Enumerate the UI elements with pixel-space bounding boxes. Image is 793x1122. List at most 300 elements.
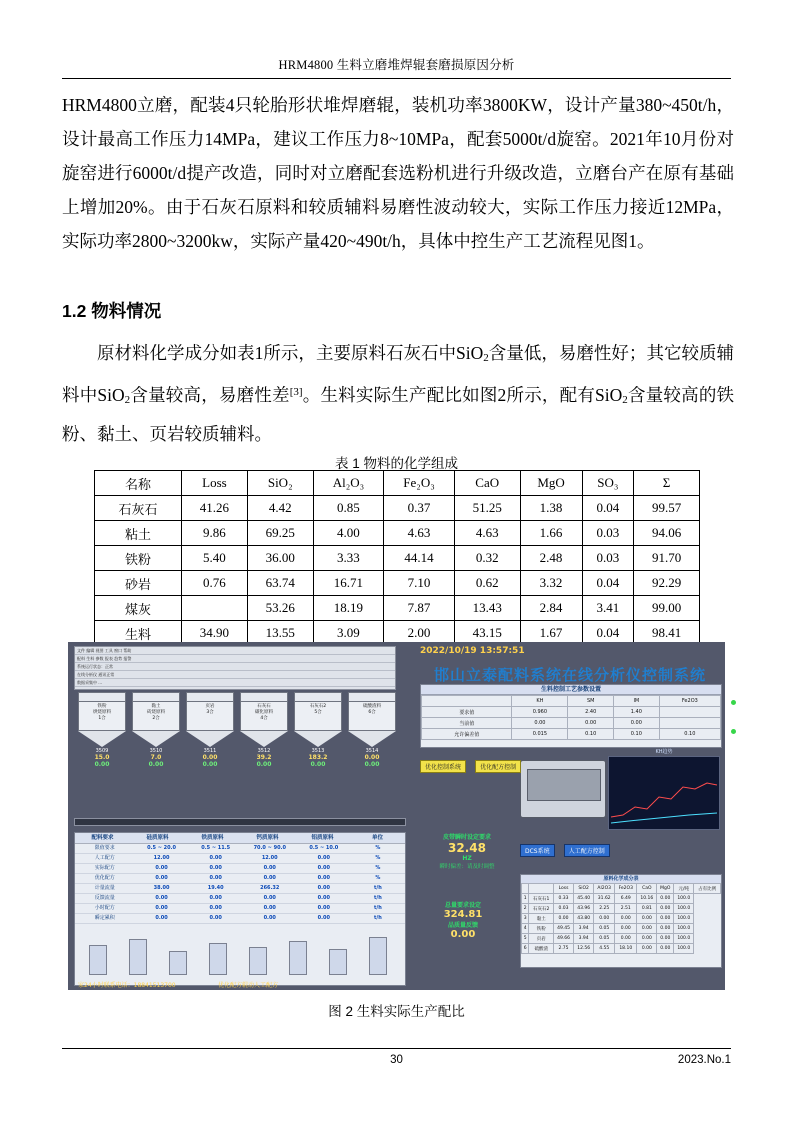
param-row <box>422 707 721 718</box>
table-cell: 69.25 <box>247 521 313 546</box>
recipe-row-label: 实际配方 <box>94 865 115 871</box>
quality-value: 0.00 <box>450 929 476 940</box>
analysis-cell: 0.00 <box>657 934 674 944</box>
table-cell: 煤灰 <box>95 596 182 621</box>
silo-group <box>74 692 404 822</box>
dcs-mode-label: DCS系统 <box>728 684 741 700</box>
analysis-cell: 0.00 <box>637 944 657 954</box>
menu-row[interactable]: 数据采集中 ... <box>75 679 395 687</box>
recipe-row[interactable] <box>75 874 405 884</box>
p2-part-a: 原材料化学成分如表1所示，主要原料石灰石中SiO <box>97 343 484 363</box>
param-table <box>421 695 721 740</box>
analysis-cell: 6 <box>522 944 529 954</box>
table-cell: 3.41 <box>582 596 634 621</box>
param-col: IM <box>614 696 660 707</box>
figure-caption: 图 2 生料实际生产配比 <box>328 1004 465 1019</box>
recipe-cell: 12.00 <box>261 855 278 861</box>
analysis-cell: 3 <box>522 914 529 924</box>
param-cell: 0.960 <box>512 707 568 718</box>
silo-code: 3509 <box>95 748 109 754</box>
optimize-recipe-check[interactable] <box>728 762 741 780</box>
table-cell: 4.63 <box>384 521 455 546</box>
issue-label: 2023.No.1 <box>677 1054 731 1066</box>
hmi-screen <box>68 642 741 990</box>
param-cell: 0.00 <box>512 718 568 729</box>
analysis-cell: 18.10 <box>615 944 637 954</box>
optimize-control-check[interactable] <box>728 740 741 758</box>
table-cell: 0.37 <box>384 496 455 521</box>
recipe-row-label: 优化配方 <box>94 875 115 881</box>
analysis-row <box>522 924 721 934</box>
table-cell: 0.03 <box>582 546 634 571</box>
recipe-row[interactable] <box>75 904 405 914</box>
analysis-cell: 0.00 <box>637 914 657 924</box>
analysis-cell: 100.0 <box>674 944 694 954</box>
recipe-cell: 0.00 <box>263 895 276 901</box>
analysis-cell: 0.00 <box>657 894 674 904</box>
recipe-row-label: 反馈流量 <box>94 895 115 901</box>
table-cell: 粘土 <box>95 521 182 546</box>
silo-value-set: 183.2 <box>308 754 328 761</box>
analysis-cell: 0.00 <box>657 904 674 914</box>
table-cell: 51.25 <box>454 496 520 521</box>
param-col: Fe2O3 <box>659 696 720 707</box>
recipe-cell: 70.0 ~ 90.0 <box>253 845 286 851</box>
table-cell: 9.86 <box>182 521 248 546</box>
silo-funnel <box>186 731 234 747</box>
hmi-menu-grid[interactable] <box>74 646 396 690</box>
support-phone: 家24小时联系电话：18841513700 <box>78 982 176 989</box>
manual-mode-check[interactable] <box>728 711 741 736</box>
recipe-row[interactable] <box>75 894 405 904</box>
level-bar-8 <box>369 937 387 975</box>
analysis-cell: 100.0 <box>674 894 694 904</box>
recipe-cell: 0.00 <box>317 855 331 861</box>
recipe-cell: 0.00 <box>209 865 222 871</box>
recipe-cell: % <box>375 875 381 881</box>
table-cell: 16.71 <box>313 571 384 596</box>
silo-value-set: 39.2 <box>256 754 272 761</box>
table-cell: 91.70 <box>634 546 700 571</box>
recipe-cell: 19.40 <box>207 885 224 891</box>
recipe-cell: 0.00 <box>209 875 222 881</box>
silo-funnel <box>132 731 180 747</box>
dcs-mode-check[interactable] <box>728 684 741 707</box>
analysis-title: 原料化学成分表 <box>521 875 721 883</box>
analysis-cell: 0.00 <box>637 934 657 944</box>
table-cell: 53.26 <box>247 596 313 621</box>
table-header-row <box>95 471 700 496</box>
recipe-cell: 0.00 <box>155 905 168 911</box>
recipe-col: 配料要求 <box>91 835 114 841</box>
kh-trend-chart <box>608 756 720 830</box>
table-cell: 铁粉 <box>95 546 182 571</box>
silo-value-actual: 0.00 <box>94 761 110 768</box>
mode-select-group[interactable] <box>728 684 741 784</box>
p2-part-b: 含量低，易磨性好；其它较质辅料中SiO <box>62 343 735 405</box>
silo-5[interactable] <box>294 692 342 768</box>
analysis-cell: 铁粉 <box>529 924 554 934</box>
analysis-cell: 10.16 <box>637 894 657 904</box>
analysis-cell: 2 <box>522 904 529 914</box>
param-header-row <box>422 696 721 707</box>
analysis-col: MgO <box>657 884 674 894</box>
section-heading: 1.2 物料情况 <box>62 301 162 321</box>
table-cell: 41.26 <box>182 496 248 521</box>
table-cell: 63.74 <box>247 571 313 596</box>
analysis-cell: 页岩 <box>529 934 554 944</box>
analysis-col: 元/吨 <box>674 884 694 894</box>
table-cell: 99.00 <box>634 596 700 621</box>
table-cell: 0.32 <box>454 546 520 571</box>
total-label: 总量要求设定 <box>444 902 481 909</box>
table-cell: 石灰石 <box>95 496 182 521</box>
silo-value-actual: 0.00 <box>310 761 326 768</box>
recipe-cell: 0.00 <box>317 865 331 871</box>
recipe-cell: 0.5 ~ 10.0 <box>309 845 339 851</box>
analysis-cell: 4.55 <box>594 944 615 954</box>
param-cell: 允许偏差值 <box>422 729 512 740</box>
param-cell <box>659 718 720 729</box>
recipe-row[interactable] <box>75 884 405 894</box>
trend-svg <box>609 757 719 829</box>
table-cell: 3.33 <box>313 546 384 571</box>
silo-6[interactable] <box>348 692 396 768</box>
table-cell: 44.14 <box>384 546 455 571</box>
table-cell: 13.43 <box>454 596 520 621</box>
analysis-col: Al2O3 <box>594 884 615 894</box>
recipe-cell: 0.00 <box>263 865 276 871</box>
recipe-cell: 0.00 <box>317 885 331 891</box>
recipe-cell: % <box>375 845 381 851</box>
header-divider <box>62 78 731 79</box>
chemical-composition-table <box>94 470 700 646</box>
recipe-row-label: 小时配方 <box>94 905 115 911</box>
table-cell: 生料 <box>95 621 182 646</box>
table-column-header: CaO <box>454 471 520 496</box>
analysis-cell: 49.45 <box>553 924 573 934</box>
table-cell: 0.04 <box>582 571 634 596</box>
recipe-row[interactable] <box>75 844 405 854</box>
analysis-cell: 100.0 <box>674 914 694 924</box>
recipe-cell: 0.00 <box>317 905 331 911</box>
analysis-cell: 0.00 <box>637 924 657 934</box>
silo-value-actual: 0.00 <box>202 761 218 768</box>
optimize-recipe-label: 优化配方 <box>728 764 741 780</box>
recipe-cell: 0.00 <box>317 875 331 881</box>
manual-recipe-button[interactable]: 人工配方控制 <box>564 844 610 857</box>
analysis-cell: 0.00 <box>657 924 674 934</box>
level-bar-5 <box>249 947 267 975</box>
belt-unit: HZ <box>462 855 472 862</box>
recipe-col: 铝质原料 <box>311 835 334 841</box>
silo-label: 硫酸渣料 6合 <box>348 702 396 731</box>
table-cell <box>182 596 248 621</box>
param-cell: 1.40 <box>614 707 660 718</box>
silo-cap <box>240 692 288 702</box>
recipe-rows <box>75 844 405 924</box>
table-cell: 7.10 <box>384 571 455 596</box>
analysis-col: CaO <box>637 884 657 894</box>
table-column-header: SiO₂ <box>247 471 313 496</box>
analysis-cell: 0.00 <box>615 934 637 944</box>
table-cell: 4.63 <box>454 521 520 546</box>
analysis-row <box>522 934 721 944</box>
analysis-cell: 黏土 <box>529 914 554 924</box>
table-column-header: Σ <box>634 471 700 496</box>
silo-funnel <box>348 731 396 747</box>
silo-funnel <box>294 731 342 747</box>
recipe-cell: t/h <box>374 885 382 891</box>
table-column-header: Fe₂O₃ <box>384 471 455 496</box>
figure-hmi-screenshot <box>68 642 741 990</box>
silo-cap <box>348 692 396 702</box>
table-cell: 43.15 <box>454 621 520 646</box>
analysis-cell: 0.00 <box>615 924 637 934</box>
recipe-cell: 0.5 ~ 11.5 <box>201 845 231 851</box>
menu-row[interactable]: 系统运行状态：正常 <box>75 663 395 671</box>
param-cell: 0.015 <box>512 729 568 740</box>
recipe-cell: 0.00 <box>317 895 331 901</box>
silo-4[interactable] <box>240 692 288 768</box>
table-column-header: MgO <box>520 471 582 496</box>
paragraph-materials <box>62 336 734 451</box>
analysis-cell: 2.25 <box>594 904 615 914</box>
analysis-cell: 6.49 <box>615 894 637 904</box>
analysis-header-row <box>522 884 721 894</box>
table-cell: 3.09 <box>313 621 384 646</box>
level-bar-3 <box>169 951 187 975</box>
p2-part-d: 。生料实际生产配比如图2所示，配有SiO <box>302 385 623 405</box>
analysis-cell: 31.62 <box>594 894 615 904</box>
recipe-col: 单位 <box>371 835 383 841</box>
recipe-col: 铁质原料 <box>201 835 224 841</box>
table-cell: 5.40 <box>182 546 248 571</box>
recipe-cell: 0.00 <box>155 865 168 871</box>
analysis-cell: 3.94 <box>574 924 594 934</box>
recipe-row-label: 瞬定累积 <box>94 915 115 921</box>
recipe-cell: 0.00 <box>155 895 168 901</box>
menu-row[interactable]: 配料 生料 参数 报表 趋势 报警 <box>75 655 395 663</box>
running-header: HRM4800 生料立磨堆焊辊套磨损原因分析 <box>278 58 515 72</box>
analysis-col: SiO2 <box>574 884 594 894</box>
analysis-cell: 0.00 <box>657 914 674 924</box>
recipe-header-row <box>75 833 405 844</box>
recipe-cell: 0.00 <box>263 905 276 911</box>
bar-indicator-group <box>78 927 398 975</box>
analysis-cell: 0.81 <box>637 904 657 914</box>
recipe-row-label: 人工配方 <box>94 855 115 861</box>
recipe-cell: 12.00 <box>153 855 170 861</box>
analysis-cell: 石灰石1 <box>529 894 554 904</box>
process-parameter-panel <box>420 684 722 748</box>
recipe-cell: 0.00 <box>209 895 222 901</box>
silo-code: 3514 <box>365 748 379 754</box>
silo-2[interactable] <box>132 692 180 768</box>
recipe-row[interactable] <box>75 914 405 924</box>
total-value: 324.81 <box>443 909 483 920</box>
subscript-2: 2 <box>124 394 131 406</box>
analysis-row <box>522 914 721 924</box>
param-cell: 0.00 <box>568 718 614 729</box>
analysis-row <box>522 904 721 914</box>
belt-label: 皮带瞬时设定要求 <box>442 834 491 841</box>
analysis-cell: 0.00 <box>615 914 637 924</box>
table-cell: 1.66 <box>520 521 582 546</box>
analysis-table <box>521 883 721 954</box>
table-cell: 98.41 <box>634 621 700 646</box>
recipe-cell: t/h <box>374 915 382 921</box>
analysis-col <box>529 884 554 894</box>
table-row <box>95 571 700 596</box>
table-row <box>95 546 700 571</box>
subscript-2: 2 <box>483 352 489 364</box>
paragraph-intro: HRM4800立磨，配装4只轮胎形状堆焊磨辊，装机功率3800KW，设计产量380~450t/h，设计最高工作压力14MPa，建议工作压力8~10MPa，配套5000t/d旋窑。2021年10月份对旋窑进行6000t/d提产改造，同时对立磨配套选粉机进行升级改造，立磨台产在原有基础上增加20%。由于石灰石原料和较质辅料易磨性波动较大，实际工作压力接近12MPa，实际功率2800~3200kw，实际产量420~490t/h，具体中控生产工艺流程见图1。 <box>62 95 734 251</box>
table-column-header: Loss <box>182 471 248 496</box>
analysis-cell: 0.05 <box>594 924 615 934</box>
recipe-cell: 0.00 <box>317 915 331 921</box>
analysis-cell: 4 <box>522 924 529 934</box>
table-cell: 3.32 <box>520 571 582 596</box>
optimize-recipe-button[interactable]: 优化配方控制 <box>475 760 521 773</box>
table-cell: 1.67 <box>520 621 582 646</box>
table-cell: 1.38 <box>520 496 582 521</box>
silo-value-actual: 0.00 <box>256 761 272 768</box>
level-bar-4 <box>209 943 227 975</box>
recipe-cell: % <box>375 865 381 871</box>
table-cell: 0.62 <box>454 571 520 596</box>
menu-row[interactable]: 在线分析仪 通讯正常 <box>75 671 395 679</box>
table-cell: 4.42 <box>247 496 313 521</box>
param-panel-title: 生料控制工艺参数设置 <box>421 685 721 695</box>
table-cell: 13.55 <box>247 621 313 646</box>
recipe-cell: 0.00 <box>155 875 168 881</box>
recipe-cell: t/h <box>374 905 382 911</box>
table-cell: 2.84 <box>520 596 582 621</box>
analysis-table-panel <box>520 874 722 968</box>
param-cell <box>659 707 720 718</box>
silo-funnel <box>78 731 126 747</box>
analysis-cell: 100.0 <box>674 924 694 934</box>
analysis-cell: 5 <box>522 934 529 944</box>
table-caption: 表 1 物料的化学组成 <box>334 456 458 471</box>
analysis-row <box>522 944 721 954</box>
param-cell: 0.10 <box>568 729 614 740</box>
analysis-cell: 0.03 <box>553 904 573 914</box>
recipe-cell: 0.5 ~ 20.0 <box>147 845 176 851</box>
silo-label: 黏土 砖烧原料 2合 <box>132 702 180 731</box>
table-cell: 2.00 <box>384 621 455 646</box>
silo-cap <box>132 692 180 702</box>
param-col <box>422 696 512 707</box>
table-cell: 34.90 <box>182 621 248 646</box>
analysis-cell: 0.33 <box>553 894 573 904</box>
analysis-cell: 45.40 <box>574 894 594 904</box>
silo-value-set: 0.00 <box>364 754 380 761</box>
silo-value-set: 0.00 <box>202 754 218 761</box>
recipe-row[interactable] <box>75 864 405 874</box>
table-cell: 92.29 <box>634 571 700 596</box>
status-dot-icon <box>731 729 736 734</box>
menu-row[interactable]: 文件 编辑 视图 工具 窗口 帮助 <box>75 647 395 655</box>
analysis-col: Fe2O3 <box>615 884 637 894</box>
table-cell: 砂岩 <box>95 571 182 596</box>
analysis-cell: 49.66 <box>553 934 573 944</box>
recipe-cell: 266.32 <box>260 885 280 891</box>
recipe-cell: 0.00 <box>209 905 222 911</box>
silo-cap <box>78 692 126 702</box>
analysis-cell: 0.00 <box>657 944 674 954</box>
analysis-cell: 12.56 <box>574 944 594 954</box>
silo-label: 铁粉 烘烧原料 1合 <box>78 702 126 731</box>
table-cell: 18.19 <box>313 596 384 621</box>
dcs-button-bar[interactable] <box>520 838 614 857</box>
recipe-cell: 0.00 <box>263 915 276 921</box>
belt-value: 32.48 <box>448 841 486 855</box>
analysis-cell: 2.51 <box>615 904 637 914</box>
silo-cap <box>294 692 342 702</box>
analysis-cell: 2.75 <box>553 944 573 954</box>
table-cell: 0.76 <box>182 571 248 596</box>
recipe-cell: 0.00 <box>155 915 168 921</box>
control-button-bar[interactable] <box>420 754 600 774</box>
recipe-cell: % <box>375 855 381 861</box>
silo-label: 石灰石2 5合 <box>294 702 342 731</box>
silo-value-set: 7.0 <box>150 754 162 761</box>
analysis-cell: 1 <box>522 894 529 904</box>
analysis-cell: 0.00 <box>553 914 573 924</box>
hmi-title: 邯山立泰配料系统在线分析仪控制系统 <box>433 666 706 684</box>
recipe-cell: 0.00 <box>209 915 222 921</box>
silo-funnel <box>240 731 288 747</box>
p2-part-c: 含量较高，易磨性差 <box>130 385 290 405</box>
param-cell: 0.00 <box>614 718 660 729</box>
table-row <box>95 521 700 546</box>
analysis-cell: 硫酸渣 <box>529 944 554 954</box>
param-col: KH <box>512 696 568 707</box>
table-cell: 2.48 <box>520 546 582 571</box>
analysis-cell: 43.80 <box>574 914 594 924</box>
belt-note: 瞬时偏差：请及时调整 <box>439 864 495 870</box>
optimize-system-button[interactable]: 优化控制系统 <box>420 760 466 773</box>
silo-code: 3513 <box>311 748 325 754</box>
table-cell: 36.00 <box>247 546 313 571</box>
recipe-cell: 0.00 <box>263 875 276 881</box>
table-row <box>95 596 700 621</box>
level-bar-1 <box>89 945 107 975</box>
table-row <box>95 496 700 521</box>
page-number: 30 <box>390 1054 403 1066</box>
silo-1[interactable] <box>78 692 126 768</box>
analysis-cell: 100.0 <box>674 904 694 914</box>
footer-note: 优化配方辊动人工配方 <box>218 982 279 989</box>
level-bar-7 <box>329 949 347 975</box>
param-row <box>422 718 721 729</box>
p2-part-e: 含量较高的铁粉、黏土、页岩较质辅料。 <box>62 385 735 444</box>
quality-label: 品质量反馈 <box>447 922 478 929</box>
trend-title: KH趋势 <box>655 749 673 755</box>
recipe-row[interactable] <box>75 854 405 864</box>
footer-divider <box>62 1048 731 1049</box>
silo-code: 3512 <box>257 748 271 754</box>
level-bar-6 <box>289 941 307 975</box>
dcs-system-button[interactable]: DCS系统 <box>520 844 555 857</box>
silo-3[interactable] <box>186 692 234 768</box>
table-column-header: 名称 <box>95 471 182 496</box>
analysis-col: 占有比例 <box>694 884 721 894</box>
param-cell: 0.10 <box>614 729 660 740</box>
analysis-col <box>522 884 529 894</box>
